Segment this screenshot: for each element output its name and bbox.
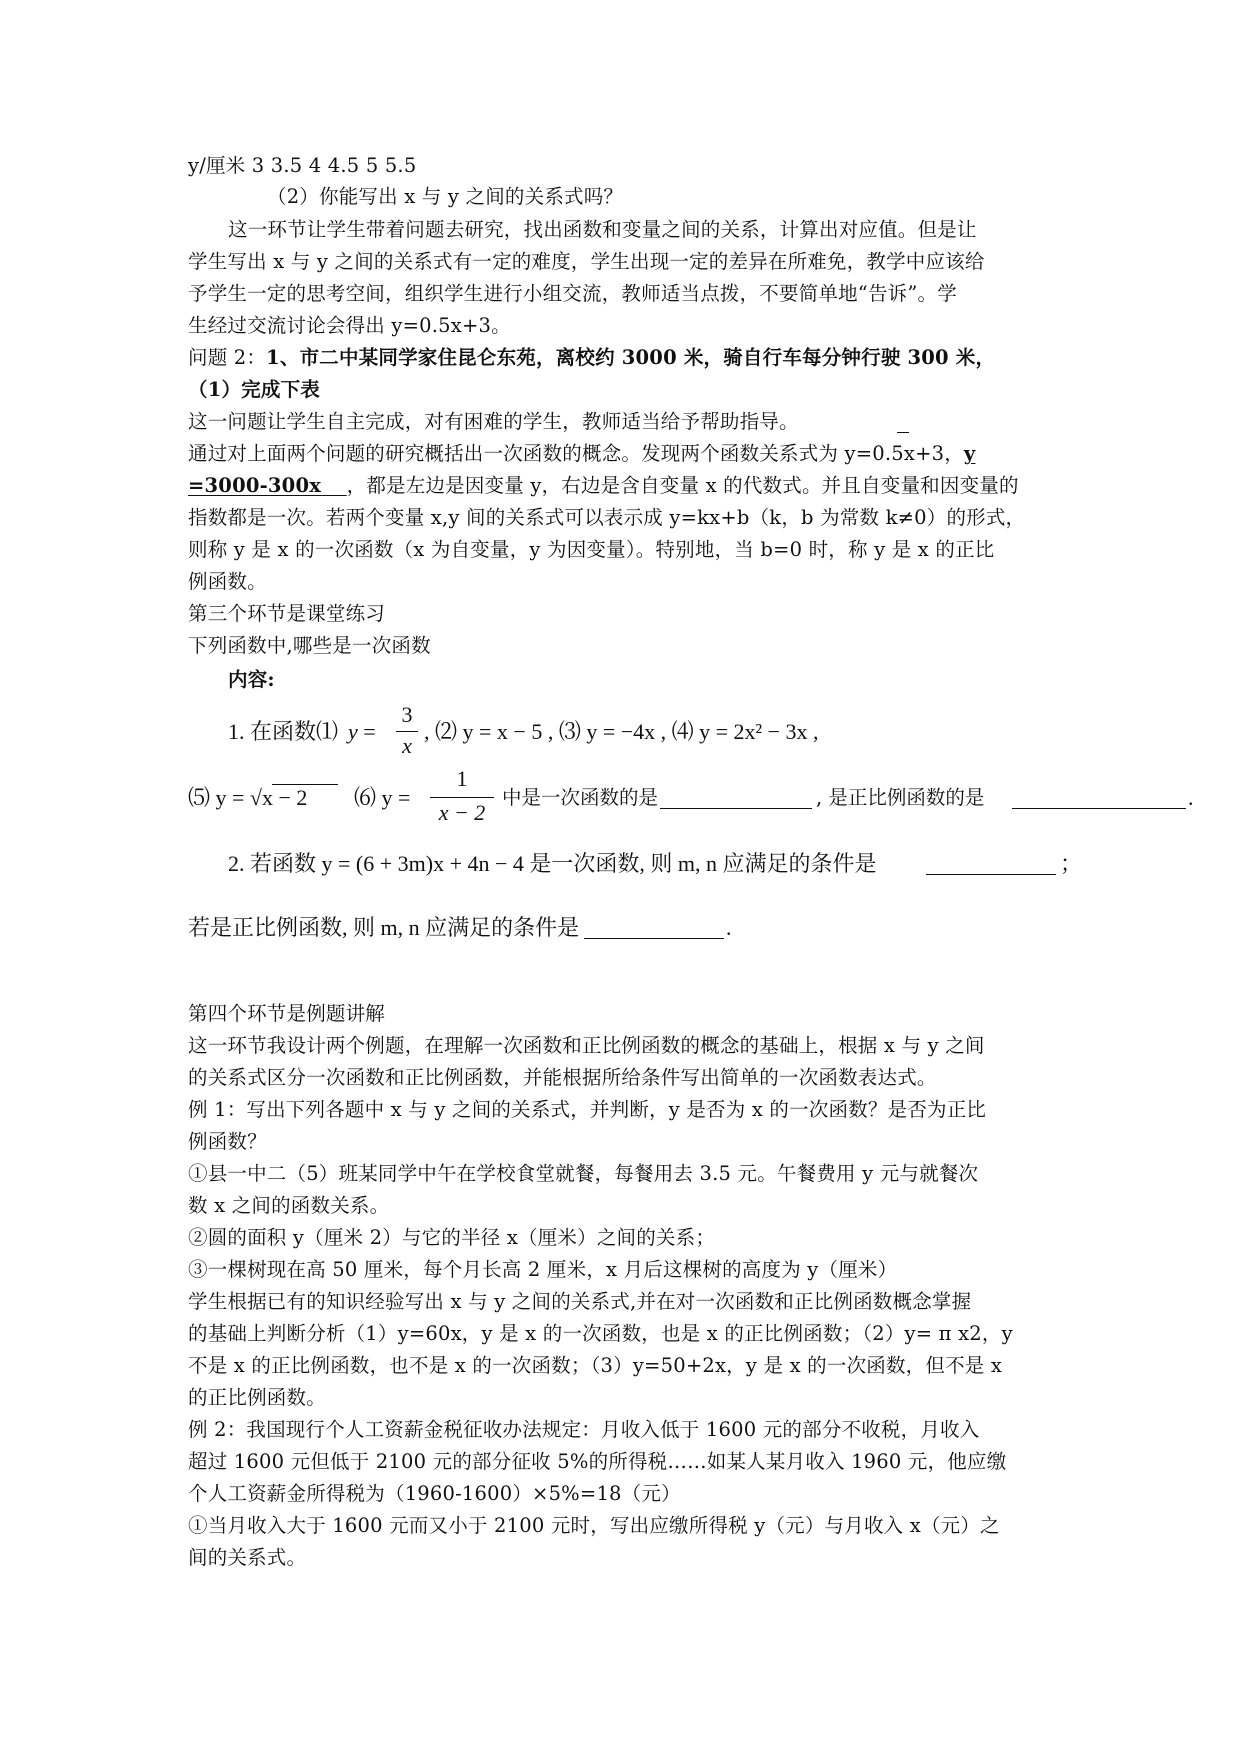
example-2-heading: 例 2：我国现行个人工资薪金税征收办法规定：月收入低于 1600 元的部分不收税，月收入 — [188, 1418, 980, 1441]
paragraph-line: 则称 y 是 x 的一次函数（x 为自变量，y 为因变量）。特别地，当 b=0 时，称 y 是 x 的正比 — [188, 538, 995, 561]
short-underline — [897, 432, 909, 433]
question-2-prompt: （2）你能写出 x 与 y 之间的关系式吗？ — [267, 185, 624, 208]
content-label: 内容: — [228, 668, 275, 691]
answer-blank-proportional — [1012, 808, 1186, 809]
problem-2-statement: 1、市二中某同学家住昆仑东苑，离校约 3000 米，骑自行车每分钟行驶 300 米， — [266, 346, 996, 369]
answer-blank-proportional-condition — [584, 938, 724, 939]
section-4-heading: 第四个环节是例题讲解 — [188, 1002, 386, 1025]
section-3-heading: 第三个环节是课堂练习 — [188, 602, 386, 625]
exercise-1-question: 中是一次函数的是 — [502, 786, 659, 809]
problem-2-heading — [188, 342, 995, 374]
function-6-label: ⑹ y = — [354, 785, 411, 810]
exercise-2-statement: 2. 若函数 y = (6 + 3m)x + 4n − 4 是一次函数, 则 m, n 应满足的条件是 — [228, 851, 877, 876]
paragraph-line: 的关系式区分一次函数和正比例函数，并能根据所给条件写出简单的一次函数表达式。 — [188, 1066, 937, 1089]
paragraph-line: 数 x 之间的函数关系。 — [188, 1194, 390, 1217]
period: . — [1188, 785, 1194, 810]
paragraph-line: 予学生一定的思考空间，组织学生进行小组交流，教师适当点拨，不要简单地“告诉”。学 — [188, 282, 957, 305]
exercise-1-y-eq: y = — [348, 719, 376, 744]
paragraph-line: 指数都是一次。若两个变量 x,y 间的关系式可以表示成 y=kx+b（k，b 为常数 k≠0）的形式， — [188, 506, 1026, 529]
paragraph-line: 个人工资薪金所得税为（1960-1600）×5%=18（元） — [188, 1482, 681, 1505]
paragraph-line: 这一问题让学生自主完成，对有困难的学生，教师适当给予帮助指导。 — [188, 410, 799, 433]
paragraph-line: 这一环节我设计两个例题，在理解一次函数和正比例函数的概念的基础上，根据 x 与 y 之间 — [188, 1034, 985, 1057]
problem-2-subtask: （1）完成下表 — [188, 378, 320, 401]
paragraph-line: 间的关系式。 — [188, 1546, 307, 1569]
list-item: ②圆的面积 y（厘米 2）与它的半径 x（厘米）之间的关系； — [188, 1226, 716, 1249]
fraction-bar — [430, 797, 494, 798]
exercise-2-followup: 若是正比例函数, 则 m, n 应满足的条件是 — [188, 915, 580, 940]
answer-blank-linear-condition — [926, 874, 1056, 875]
paragraph-line: 生经过交流讨论会得出 y=0.5x+3。 — [188, 314, 511, 337]
paragraph-line: 例函数？ — [188, 1130, 267, 1153]
paragraph-line: 的基础上判断分析（1）y=60x，y 是 x 的一次函数，也是 x 的正比例函数；（2）y= π x2，y — [188, 1322, 1013, 1345]
example-1-heading: 例 1：写出下列各题中 x 与 y 之间的关系式，并判断，y 是否为 x 的一次函数？是否为正比 — [188, 1098, 987, 1121]
exercise-1-prefix: 1. 在函数⑴ — [228, 719, 339, 744]
list-item: ①当月收入大于 1600 元而又小于 2100 元时，写出应缴所得税 y（元）与月收入 x（元）之 — [188, 1514, 1000, 1537]
paragraph-line: 的正比例函数。 — [188, 1386, 326, 1409]
exercise-1-question-2: , 是正比例函数的是 — [816, 786, 985, 809]
formula-underlined: y — [963, 442, 976, 465]
paragraph-line: 学生写出 x 与 y 之间的关系式有一定的难度，学生出现一定的差异在所难免，教学中应该给 — [188, 250, 985, 273]
paragraph-line: 学生根据已有的知识经验写出 x 与 y 之间的关系式,并在对一次函数和正比例函数概念掌握 — [188, 1290, 972, 1313]
sqrt-overline — [272, 784, 338, 785]
list-item: ①县一中二（5）班某同学中午在学校食堂就餐，每餐用去 3.5 元。午餐费用 y 元与就餐次 — [188, 1162, 979, 1185]
concept-text: 通过对上面两个问题的研究概括出一次函数的概念。发现两个函数关系式为 y=0.5x+3， — [188, 442, 964, 465]
answer-blank-linear — [660, 808, 812, 809]
fraction-bar — [396, 731, 418, 732]
table-row-y-values: y/厘米 3 3.5 4 4.5 5 5.5 — [188, 154, 417, 177]
underline-gap — [321, 474, 347, 497]
period: . — [726, 915, 732, 940]
semicolon: ； — [1060, 851, 1083, 876]
paragraph-line: 这一环节让学生带着问题去研究，找出函数和变量之间的关系，计算出对应值。但是让 — [228, 218, 977, 241]
fraction-denominator: x − 2 — [438, 800, 486, 825]
paragraph-line: 下列函数中,哪些是一次函数 — [188, 634, 431, 657]
fraction-numerator: 3 — [401, 702, 413, 727]
fraction-denominator: x — [402, 733, 412, 758]
paragraph-line — [188, 438, 975, 470]
paragraph-line: 例函数。 — [188, 570, 267, 593]
problem-2-label: 问题 2： — [188, 346, 267, 369]
formula-underlined: =3000-300x — [188, 474, 322, 497]
list-item: ③一棵树现在高 50 厘米，每个月长高 2 厘米，x 月后这棵树的高度为 y（厘米） — [188, 1258, 898, 1281]
paragraph-line: 超过 1600 元但低于 2100 元的部分征收 5%的所得税……如某人某月收入 1960 元，他应缴 — [188, 1450, 1007, 1473]
paragraph-line: 不是 x 的正比例函数，也不是 x 的一次函数；（3）y=50+2x，y 是 x 的一次函数，但不是 x — [188, 1354, 1003, 1377]
fraction-numerator: 1 — [456, 766, 468, 791]
exercise-1-functions: , ⑵ y = x − 5 , ⑶ y = −4x , ⑷ y = 2x² − 3x , — [424, 719, 819, 744]
function-5-sqrt: ⑸ y = √x − 2 — [188, 785, 308, 810]
paragraph-line — [188, 470, 1019, 502]
concept-text: ，都是左边是因变量 y，右边是含自变量 x 的代数式。并且自变量和因变量的 — [346, 474, 1019, 497]
